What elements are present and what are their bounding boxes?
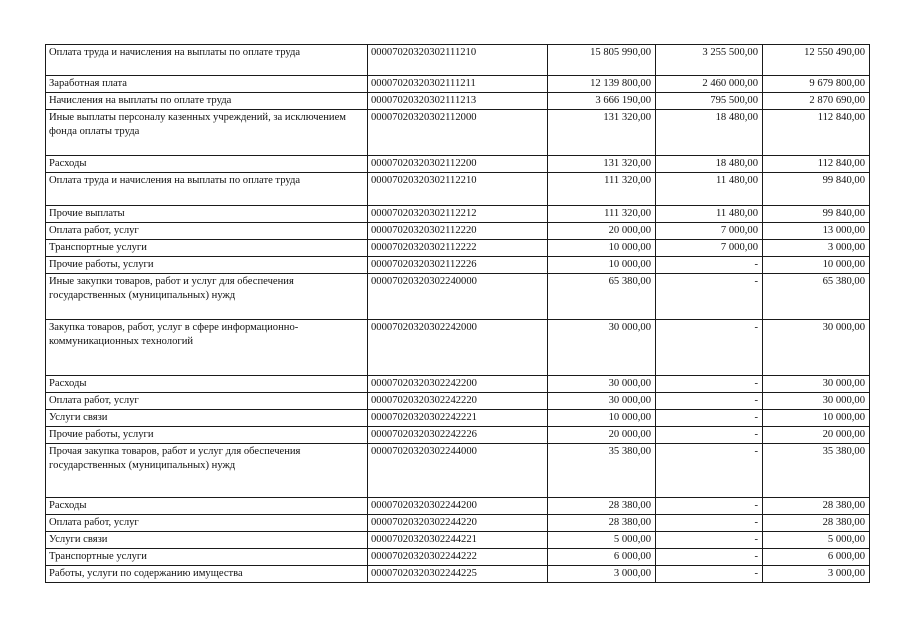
- row-name: Транспортные услуги: [46, 549, 368, 566]
- row-name: Расходы: [46, 156, 368, 173]
- row-value-3: 99 840,00: [763, 206, 870, 223]
- row-name: Услуги связи: [46, 532, 368, 549]
- row-value-3: 13 000,00: [763, 223, 870, 240]
- row-value-3: 9 679 800,00: [763, 76, 870, 93]
- row-code: 00007020320302244220: [368, 515, 548, 532]
- table-row: [46, 566, 870, 583]
- table-row: [46, 515, 870, 532]
- row-value-2: 7 000,00: [656, 223, 763, 240]
- row-name: Услуги связи: [46, 410, 368, 427]
- row-value-1: 30 000,00: [548, 393, 656, 410]
- row-name: Оплата труда и начисления на выплаты по оплате труда: [46, 173, 368, 206]
- row-value-2: 7 000,00: [656, 240, 763, 257]
- row-value-2: 18 480,00: [656, 110, 763, 156]
- row-code: 00007020320302244225: [368, 566, 548, 583]
- table-row: [46, 320, 870, 376]
- row-code: 00007020320302112210: [368, 173, 548, 206]
- budget-table: [45, 44, 870, 583]
- row-code: 00007020320302112000: [368, 110, 548, 156]
- budget-report-sheet: [45, 44, 870, 583]
- row-value-1: 20 000,00: [548, 223, 656, 240]
- table-row: [46, 156, 870, 173]
- row-value-1: 3 000,00: [548, 566, 656, 583]
- row-code: 00007020320302244222: [368, 549, 548, 566]
- row-value-3: 30 000,00: [763, 393, 870, 410]
- row-code: 00007020320302244000: [368, 444, 548, 498]
- row-name: Оплата труда и начисления на выплаты по оплате труда: [46, 45, 368, 76]
- row-name: Иные выплаты персоналу казенных учреждений, за исключением фонда оплаты труда: [46, 110, 368, 156]
- row-value-2: -: [656, 320, 763, 376]
- row-code: 00007020320302111213: [368, 93, 548, 110]
- row-name: Расходы: [46, 376, 368, 393]
- row-value-2: -: [656, 444, 763, 498]
- row-value-3: 28 380,00: [763, 515, 870, 532]
- row-value-3: 28 380,00: [763, 498, 870, 515]
- row-value-1: 10 000,00: [548, 410, 656, 427]
- row-value-3: 10 000,00: [763, 257, 870, 274]
- row-value-1: 10 000,00: [548, 257, 656, 274]
- table-row: [46, 223, 870, 240]
- row-code: 00007020320302242220: [368, 393, 548, 410]
- row-value-2: -: [656, 376, 763, 393]
- table-row: [46, 110, 870, 156]
- row-code: 00007020320302111210: [368, 45, 548, 76]
- row-value-1: 10 000,00: [548, 240, 656, 257]
- row-name: Прочие работы, услуги: [46, 427, 368, 444]
- row-name: Заработная плата: [46, 76, 368, 93]
- row-value-1: 111 320,00: [548, 206, 656, 223]
- row-value-1: 30 000,00: [548, 320, 656, 376]
- table-row: [46, 410, 870, 427]
- row-value-2: -: [656, 549, 763, 566]
- row-value-1: 131 320,00: [548, 110, 656, 156]
- table-row: [46, 76, 870, 93]
- row-value-1: 65 380,00: [548, 274, 656, 320]
- row-value-1: 20 000,00: [548, 427, 656, 444]
- row-value-3: 112 840,00: [763, 156, 870, 173]
- row-name: Оплата работ, услуг: [46, 393, 368, 410]
- row-value-2: -: [656, 498, 763, 515]
- row-name: Иные закупки товаров, работ и услуг для обеспечения государственных (муниципальных) нужд: [46, 274, 368, 320]
- row-value-3: 35 380,00: [763, 444, 870, 498]
- row-value-3: 112 840,00: [763, 110, 870, 156]
- budget-table-body: [46, 45, 870, 583]
- row-value-1: 111 320,00: [548, 173, 656, 206]
- row-value-2: 3 255 500,00: [656, 45, 763, 76]
- row-value-3: 5 000,00: [763, 532, 870, 549]
- row-name: Работы, услуги по содержанию имущества: [46, 566, 368, 583]
- row-value-1: 12 139 800,00: [548, 76, 656, 93]
- table-row: [46, 549, 870, 566]
- row-value-3: 3 000,00: [763, 566, 870, 583]
- row-value-2: -: [656, 532, 763, 549]
- row-value-1: 28 380,00: [548, 498, 656, 515]
- row-name: Оплата работ, услуг: [46, 515, 368, 532]
- row-code: 00007020320302242200: [368, 376, 548, 393]
- row-code: 00007020320302112200: [368, 156, 548, 173]
- row-value-1: 28 380,00: [548, 515, 656, 532]
- table-row: [46, 173, 870, 206]
- row-value-2: -: [656, 410, 763, 427]
- row-value-2: -: [656, 515, 763, 532]
- row-value-1: 15 805 990,00: [548, 45, 656, 76]
- row-value-3: 30 000,00: [763, 320, 870, 376]
- row-code: 00007020320302242000: [368, 320, 548, 376]
- table-row: [46, 393, 870, 410]
- row-value-2: -: [656, 257, 763, 274]
- row-code: 00007020320302111211: [368, 76, 548, 93]
- row-value-3: 99 840,00: [763, 173, 870, 206]
- row-code: 00007020320302244221: [368, 532, 548, 549]
- row-value-1: 3 666 190,00: [548, 93, 656, 110]
- row-name: Расходы: [46, 498, 368, 515]
- table-row: [46, 532, 870, 549]
- row-value-2: 11 480,00: [656, 173, 763, 206]
- row-name: Закупка товаров, работ, услуг в сфере информационно-коммуникационных технологий: [46, 320, 368, 376]
- row-value-3: 10 000,00: [763, 410, 870, 427]
- table-row: [46, 45, 870, 76]
- row-value-3: 6 000,00: [763, 549, 870, 566]
- row-value-2: -: [656, 274, 763, 320]
- row-value-1: 6 000,00: [548, 549, 656, 566]
- table-row: [46, 274, 870, 320]
- table-row: [46, 240, 870, 257]
- table-row: [46, 498, 870, 515]
- row-value-2: -: [656, 427, 763, 444]
- row-code: 00007020320302244200: [368, 498, 548, 515]
- row-value-3: 20 000,00: [763, 427, 870, 444]
- row-name: Прочие выплаты: [46, 206, 368, 223]
- table-row: [46, 427, 870, 444]
- row-code: 00007020320302112212: [368, 206, 548, 223]
- row-value-3: 30 000,00: [763, 376, 870, 393]
- row-value-2: -: [656, 393, 763, 410]
- row-code: 00007020320302240000: [368, 274, 548, 320]
- row-value-1: 30 000,00: [548, 376, 656, 393]
- row-value-3: 3 000,00: [763, 240, 870, 257]
- row-value-3: 12 550 490,00: [763, 45, 870, 76]
- row-value-3: 65 380,00: [763, 274, 870, 320]
- row-code: 00007020320302112220: [368, 223, 548, 240]
- table-row: [46, 206, 870, 223]
- table-row: [46, 444, 870, 498]
- row-code: 00007020320302242221: [368, 410, 548, 427]
- row-value-2: -: [656, 566, 763, 583]
- row-value-1: 5 000,00: [548, 532, 656, 549]
- row-value-3: 2 870 690,00: [763, 93, 870, 110]
- table-row: [46, 93, 870, 110]
- row-value-2: 2 460 000,00: [656, 76, 763, 93]
- row-value-1: 35 380,00: [548, 444, 656, 498]
- row-value-2: 795 500,00: [656, 93, 763, 110]
- table-row: [46, 257, 870, 274]
- table-row: [46, 376, 870, 393]
- row-code: 00007020320302112226: [368, 257, 548, 274]
- row-name: Прочие работы, услуги: [46, 257, 368, 274]
- row-code: 00007020320302242226: [368, 427, 548, 444]
- row-name: Оплата работ, услуг: [46, 223, 368, 240]
- row-name: Транспортные услуги: [46, 240, 368, 257]
- row-value-2: 11 480,00: [656, 206, 763, 223]
- row-code: 00007020320302112222: [368, 240, 548, 257]
- row-name: Начисления на выплаты по оплате труда: [46, 93, 368, 110]
- row-name: Прочая закупка товаров, работ и услуг для обеспечения государственных (муниципальных) нужд: [46, 444, 368, 498]
- row-value-2: 18 480,00: [656, 156, 763, 173]
- row-value-1: 131 320,00: [548, 156, 656, 173]
